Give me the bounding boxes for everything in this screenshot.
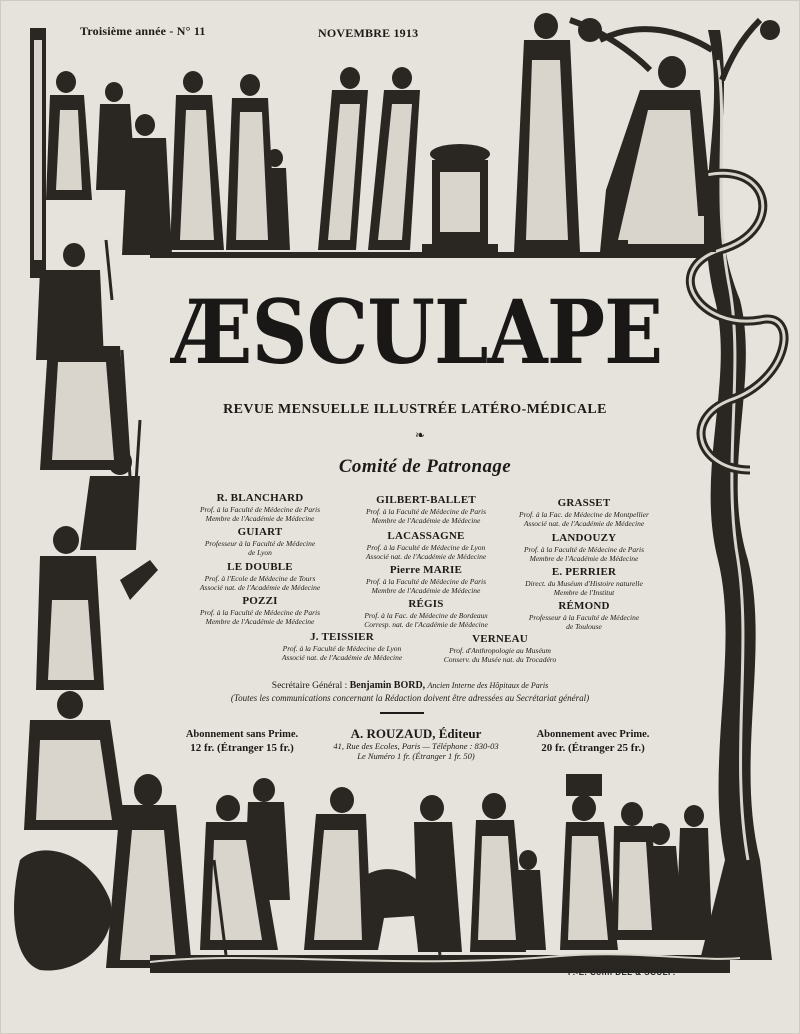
member-role: de Lyon <box>248 548 272 557</box>
secretary-note: (Toutes les communications concernant la Rédaction doivent être adressées au Secrétariat général) <box>230 693 590 703</box>
issue-price: Le Numéro 1 fr. (Étranger 1 fr. 50) <box>357 751 475 761</box>
subscription-with-premium <box>520 728 666 755</box>
member-role: Membre de l'Académie de Médecine <box>371 586 481 595</box>
subscription-price: 12 fr. (Étranger 15 fr.) <box>190 742 294 754</box>
member-role: Associé nat. de l'Académie de Médecine <box>199 583 321 592</box>
member-perrier <box>508 566 660 597</box>
member-name: GUIART <box>237 526 283 538</box>
divider-rule <box>380 712 424 714</box>
member-le-double <box>180 561 340 592</box>
issue-date: NOVEMBRE 1913 <box>318 26 419 40</box>
secretary-line <box>180 680 640 691</box>
member-regis <box>345 598 507 629</box>
member-role: Associé nat. de l'Académie de Médecine <box>523 519 645 528</box>
member-name: Pierre MARIE <box>389 564 463 576</box>
member-name: GRASSET <box>557 497 611 509</box>
member-role: Prof. à la Faculté de Médecine de Paris <box>365 507 487 516</box>
member-lacassagne <box>345 530 507 561</box>
member-name: LANDOUZY <box>551 532 617 544</box>
publisher-address: 41, Rue des Ecoles, Paris — Téléphone : 830-03 <box>333 741 499 751</box>
member-role: Prof. à la Faculté de Médecine de Paris <box>199 505 321 514</box>
issue-number: Troisième année - N° 11 <box>80 24 206 38</box>
member-role: Membre de l'Académie de Médecine <box>529 554 639 563</box>
member-role: Associé nat. de l'Académie de Médecine <box>365 552 487 561</box>
secretary-title: Ancien Interne des Hôpitaux de Paris <box>427 681 549 690</box>
member-role: Conserv. du Musée nat. du Trocadéro <box>443 655 557 664</box>
subscription-title: Abonnement sans Prime. <box>185 729 299 740</box>
member-role: Prof. à la Fac. de Médecine de Montpellier <box>519 510 649 519</box>
member-name: LACASSAGNE <box>387 530 465 542</box>
member-role: Prof. d'Anthropologie au Muséum <box>449 646 551 655</box>
masthead-subtitle: REVUE MENSUELLE ILLUSTRÉE LATÉRO-MÉDICALE <box>223 402 607 417</box>
member-role: Professeur à la Faculté de Médecine <box>528 613 640 622</box>
member-name: R. BLANCHARD <box>216 492 304 504</box>
subscription-price: 20 fr. (Étranger 25 fr.) <box>541 742 645 754</box>
member-role: Prof. à la Faculté de Médecine de Lyon <box>366 543 486 552</box>
member-role: Membre de l'Académie de Médecine <box>205 617 315 626</box>
secretary-label: Secrétaire Général : <box>271 681 348 691</box>
subscription-title: Abonnement avec Prime. <box>536 729 650 740</box>
member-role: Prof. à la Faculté de Médecine de Paris <box>365 577 487 586</box>
member-role: Corresp. nat. de l'Académie de Médecine <box>364 620 488 629</box>
member-pierre-marie <box>345 564 507 595</box>
member-gilbert-ballet <box>345 494 507 525</box>
member-name: E. PERRIER <box>551 566 617 578</box>
masthead-title: ÆSCULAPE <box>172 280 663 384</box>
comite-heading: Comité de Patronage <box>338 456 512 477</box>
secretary-name: Benjamin BORD, <box>349 680 426 691</box>
member-role: de Toulouse <box>566 622 602 631</box>
member-role: Prof. à la Faculté de Médecine de Paris <box>523 545 645 554</box>
member-role: Associé nat. de l'Académie de Médecine <box>281 653 403 662</box>
member-grasset <box>508 497 660 528</box>
member-name: POZZI <box>242 595 278 607</box>
subscription-without-premium <box>172 728 312 755</box>
member-role: Professeur à la Faculté de Médecine <box>204 539 316 548</box>
publisher-name: A. ROUZAUD, Éditeur <box>350 726 482 741</box>
member-name: LE DOUBLE <box>227 561 293 573</box>
artist-signature: P.-E. Colin DEL & SCULP. <box>568 968 676 977</box>
member-teissier <box>262 631 422 662</box>
member-remond <box>508 600 660 631</box>
member-verneau <box>424 633 576 664</box>
member-role: Direct. du Muséum d'Histoire naturelle <box>525 579 643 588</box>
fleuron-ornament: ❧ <box>414 428 426 442</box>
member-landouzy <box>508 532 660 563</box>
member-name: VERNEAU <box>472 633 528 645</box>
member-role: Membre de l'Institut <box>553 588 615 597</box>
member-name: RÉMOND <box>558 600 610 612</box>
member-guiart <box>180 526 340 557</box>
member-role: Prof. à la Faculté de Médecine de Lyon <box>282 644 402 653</box>
member-role: Prof. à la Faculté de Médecine de Paris <box>199 608 321 617</box>
member-pozzi <box>180 595 340 626</box>
member-name: GILBERT-BALLET <box>376 494 476 506</box>
publisher-block <box>310 726 522 761</box>
member-role: Membre de l'Académie de Médecine <box>205 514 315 523</box>
member-name: J. TEISSIER <box>310 631 374 643</box>
member-blanchard <box>180 492 340 523</box>
member-role: Prof. à la Fac. de Médecine de Bordeaux <box>364 611 488 620</box>
member-role: Prof. à l'Ecole de Médecine de Tours <box>204 574 316 583</box>
member-role: Membre de l'Académie de Médecine <box>371 516 481 525</box>
member-name: RÉGIS <box>408 598 444 610</box>
